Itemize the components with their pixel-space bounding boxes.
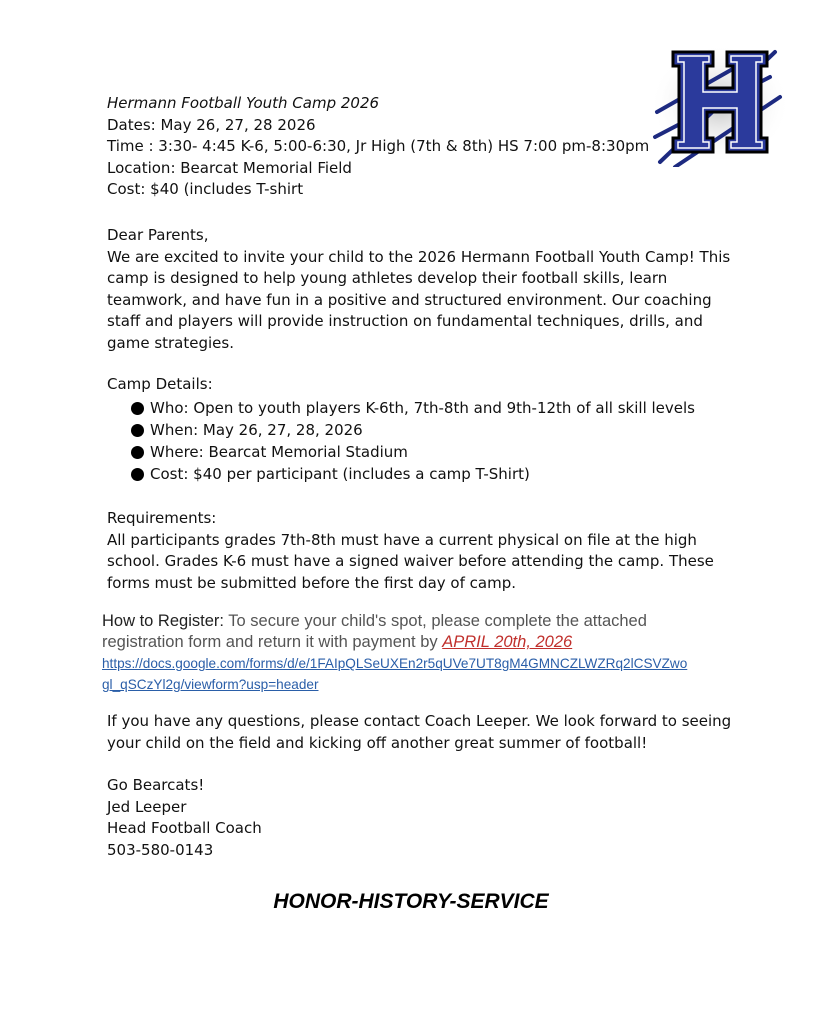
details-list xyxy=(131,398,695,487)
details-heading: Camp Details: xyxy=(107,375,213,393)
list-item: Who: Open to youth players K-6th, 7th-8th and 9th-12th of all skill levels xyxy=(131,398,695,420)
motto: HONOR-HISTORY-SERVICE xyxy=(273,890,549,913)
closing-line: your child on the field and kicking off another great summer of football! xyxy=(107,733,648,752)
register-text: To secure your child's spot, please complete the attached xyxy=(223,612,647,630)
register-label: How to Register: xyxy=(102,612,224,630)
hermann-h-logo xyxy=(645,42,785,167)
closing xyxy=(107,711,731,754)
registration-link[interactable]: https://docs.google.com/forms/d/e/1FAIpQLSeUXEn2r5qUVe7UT8gM4GMNCZLWZRq2lCSVZwo xyxy=(102,656,688,671)
requirements xyxy=(107,508,714,594)
coach-name: Jed Leeper xyxy=(107,797,187,816)
closing-line: If you have any questions, please contact Coach Leeper. We look forward to seeing xyxy=(107,712,732,730)
intro-section xyxy=(107,225,730,354)
intro-line: game strategies. xyxy=(107,333,234,352)
dates: Dates: May 26, 27, 28 2026 xyxy=(107,115,316,134)
list-item: When: May 26, 27, 28, 2026 xyxy=(131,420,695,442)
phone: 503-580-0143 xyxy=(107,840,214,859)
requirements-line: school. Grades K-6 must have a signed waiver before attending the camp. These xyxy=(107,552,714,570)
location: Location: Bearcat Memorial Field xyxy=(107,158,352,177)
greeting: Dear Parents, xyxy=(107,226,209,244)
intro-line: We are excited to invite your child to the 2026 Hermann Football Youth Camp! This xyxy=(107,247,731,266)
time: Time : 3:30- 4:45 K-6, 5:00-6:30, Jr High (7th & 8th) HS 7:00 pm-8:30pm xyxy=(107,137,650,155)
deadline: APRIL 20th, 2026 xyxy=(442,633,573,651)
signoff: Go Bearcats! xyxy=(107,776,205,794)
registration xyxy=(102,611,687,695)
coach-title: Head Football Coach xyxy=(107,819,262,837)
intro-line: camp is designed to help young athletes develop their football skills, learn xyxy=(107,269,668,287)
list-item: Cost: $40 per participant (includes a camp T-Shirt) xyxy=(131,464,695,486)
requirements-line: All participants grades 7th-8th must have a current physical on file at the high xyxy=(107,530,697,549)
list-item: Where: Bearcat Memorial Stadium xyxy=(131,442,695,464)
requirements-line: forms must be submitted before the first day of camp. xyxy=(107,573,516,592)
signature xyxy=(107,775,262,861)
intro-line: teamwork, and have fun in a positive and structured environment. Our coaching xyxy=(107,290,712,309)
intro-line: staff and players will provide instruction on fundamental techniques, drills, and xyxy=(107,312,703,330)
requirements-heading: Requirements: xyxy=(107,509,217,527)
register-text: registration form and return it with payment by xyxy=(102,633,443,651)
camp-details xyxy=(107,374,695,487)
camp-info xyxy=(107,93,649,201)
registration-link[interactable]: gl_qSCzYl2g/viewform?usp=header xyxy=(102,677,319,692)
cost: Cost: $40 (includes T-shirt xyxy=(107,180,304,198)
camp-title: Hermann Football Youth Camp 2026 xyxy=(107,94,380,112)
